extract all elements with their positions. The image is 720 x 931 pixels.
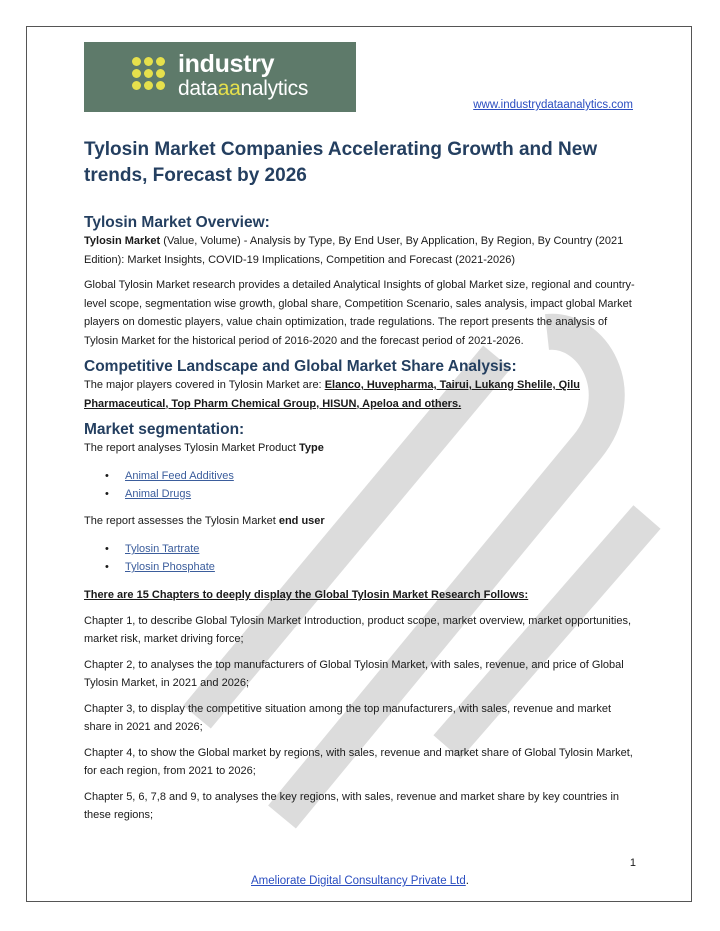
list-item: [125, 467, 640, 485]
overview-heading: Tylosin Market Overview:: [84, 214, 270, 231]
type-list: [84, 467, 640, 503]
type-link[interactable]: Animal Feed Additives: [125, 469, 234, 482]
website-link[interactable]: www.industrydataanalytics.com: [473, 99, 633, 111]
end-user-link[interactable]: Tylosin Tartrate: [125, 543, 200, 555]
list-item: [125, 485, 640, 503]
players-list: Elanco, Huvepharma, Tairui, Lukang Shelile, Qilu Pharmaceutical, Top Pharm Chemical Group, HISUN, Apeloa and others.: [84, 379, 580, 410]
chapter-paragraph: Chapter 3, to display the competitive situation among the top manufacturers, with sales, revenue and market share in 2021 and 2026;: [84, 702, 612, 733]
segmentation-heading: Market segmentation:: [84, 421, 245, 438]
list-item: [125, 540, 640, 558]
segmentation-type-intro: The report analyses Tylosin Market Product Type: [84, 442, 324, 454]
chapter-paragraph: Chapter 5, 6, 7,8 and 9, to analyses the key regions, with sales, revenue and market share by key countries in these regions;: [84, 790, 620, 821]
end-user-link[interactable]: Tylosin Phosphate: [125, 561, 215, 573]
overview-lead: Tylosin Market (Value, Volume) - Analysis by Type, By End User, By Application, By Region, By Country (2021 Edition): Market Insights, COVID-19 Implications, Competition and Forecast (2021-2026): [84, 235, 624, 266]
document-body: [84, 137, 640, 825]
page-title: Tylosin Market Companies Accelerating Growth and New trends, Forecast by 2026: [84, 139, 598, 186]
chapters-heading: There are 15 Chapters to deeply display the Global Tylosin Market Research Follows:: [84, 589, 529, 601]
list-item: [125, 558, 640, 576]
logo-text-industry: industry: [178, 50, 275, 78]
page-frame: [26, 26, 692, 902]
end-user-list: [84, 540, 640, 576]
type-link[interactable]: Animal Drugs: [125, 487, 192, 500]
page-number: 1: [629, 857, 636, 869]
chapter-paragraph: Chapter 4, to show the Global market by regions, with sales, revenue and market share of Global Tylosin Market, for each region, from 2021 to 2026;: [84, 746, 633, 777]
segmentation-user-intro: The report assesses the Tylosin Market end user: [84, 514, 325, 527]
company-link[interactable]: Ameliorate Digital Consultancy Private Ltd: [251, 875, 466, 887]
company-logo: [84, 42, 356, 112]
logo-text-dataanalytics: dataaanalytics: [178, 77, 309, 100]
chapter-paragraph: Chapter 1, to describe Global Tylosin Market Introduction, product scope, market overview, market opportunities, market risk, market driving force;: [84, 614, 632, 645]
footer: Ameliorate Digital Consultancy Private Ltd.: [251, 875, 469, 887]
competitive-heading: Competitive Landscape and Global Market Share Analysis:: [84, 358, 517, 375]
competitive-text: The major players covered in Tylosin Market are: Elanco, Huvepharma, Tairui, Lukang Shelile, Qilu Pharmaceutical, Top Pharm Chemical Group, HISUN, Apeloa and others.: [84, 379, 580, 410]
chapter-paragraph: Chapter 2, to analyses the top manufacturers of Global Tylosin Market, with sales, revenue, and price of Global Tylosin Market, in 2021 and 2026;: [84, 658, 624, 689]
overview-paragraph: Global Tylosin Market research provides a detailed Analytical Insights of global Market size, regional and country-level scope, segmentation wise growth, global share, Competition Scenario, sales analysis, impact global Market players on domestic players, value chain optimization, trade regulations. The report presents the analysis of Tylosin Market for the historical period of 2016-2020 and the forecast period of 2021-2026.: [84, 279, 635, 347]
